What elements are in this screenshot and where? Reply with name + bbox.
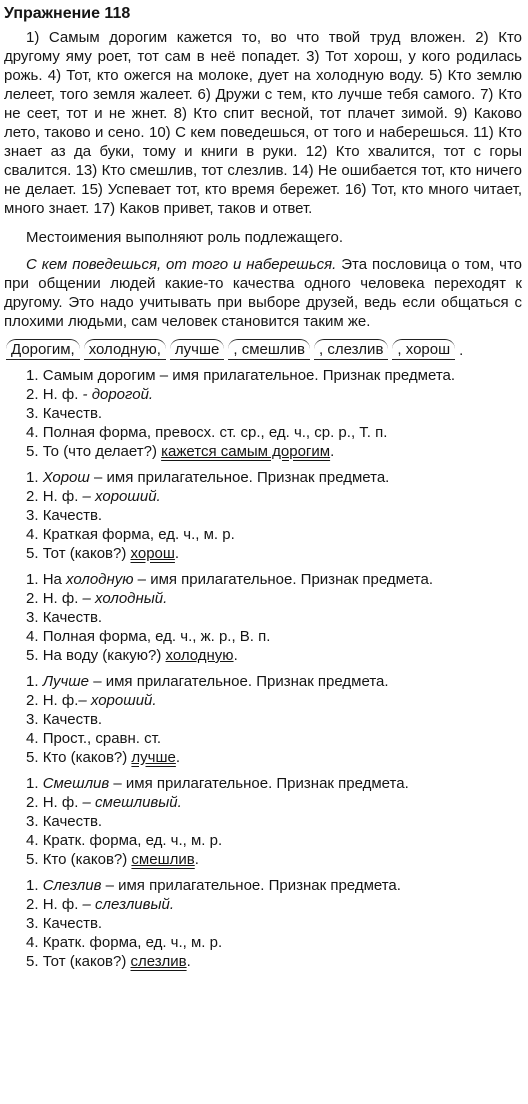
analysis-line [26, 404, 522, 423]
analysis-block [4, 468, 522, 563]
line-word: – холодный. [82, 590, 168, 607]
line-prefix: Полная форма, ед. ч., ж. р., В. п. [42, 628, 271, 645]
grammar-note: Местоимения выполняют роль подлежащего. [26, 229, 343, 246]
line-number: 4. [26, 832, 43, 849]
word-chip: лучше [170, 339, 224, 360]
line-number: 5. [26, 749, 43, 766]
line-word: хорош [130, 545, 175, 562]
word-chip: холодную, [84, 339, 166, 360]
line-word: лучше [131, 749, 176, 766]
analysis-line [26, 774, 522, 793]
analysis-block [4, 570, 522, 665]
line-number: 3. [26, 507, 43, 524]
line-prefix: Прост., сравн. ст. [42, 730, 162, 747]
exercise-heading: Упражнение 118 [4, 5, 131, 22]
line-number: 3. [26, 711, 43, 728]
proverb-paragraph [4, 255, 522, 331]
line-number: 5. [26, 443, 43, 460]
line-prefix: Качеств. [42, 507, 103, 524]
line-prefix: На воду (какую?) [42, 647, 166, 664]
analysis-line [26, 876, 522, 895]
line-prefix: Н. ф. [42, 386, 83, 403]
line-prefix: Кратк. форма, ед. ч., м. р. [42, 934, 223, 951]
word-chip: Дорогим, [6, 339, 80, 360]
analysis-block [4, 774, 522, 869]
line-number: 1. [26, 571, 43, 588]
analysis-line [26, 589, 522, 608]
line-rest: – имя прилагательное. Признак предмета. [89, 673, 389, 690]
analysis-line [26, 468, 522, 487]
line-word: Лучше [42, 673, 90, 690]
line-number: 2. [26, 692, 43, 709]
line-word: холодную [66, 571, 134, 588]
analysis-line [26, 850, 522, 869]
analysis-line [26, 544, 522, 563]
analysis-line [26, 710, 522, 729]
proverb-explanation: Эта пословица о том, что при общении людей какие-то качества одного человека переходят к другому. Это надо учитывать при выборе друзей, ведь если общаться с плохими людьми, сам человек становится таким же. [4, 256, 522, 330]
line-prefix: То (что делает?) [42, 443, 162, 460]
analysis-line [26, 793, 522, 812]
line-rest: – имя прилагательное. Признак предмета. [101, 877, 401, 894]
line-word: холодную [165, 647, 234, 664]
analysis-line [26, 672, 522, 691]
line-number: 2. [26, 590, 43, 607]
line-rest: . [194, 851, 199, 868]
line-number: 3. [26, 405, 43, 422]
analysis-line [26, 627, 522, 646]
line-number: 2. [26, 488, 43, 505]
line-number: 1. [26, 367, 43, 384]
analysis-line [26, 608, 522, 627]
analysis-line [26, 423, 522, 442]
line-rest: . [233, 647, 238, 664]
line-rest: – имя прилагательное. Признак предмета. [89, 469, 390, 486]
line-prefix: Н. ф. [42, 692, 79, 709]
analysis-line [26, 506, 522, 525]
analysis-block [4, 366, 522, 461]
line-prefix: Качеств. [42, 711, 103, 728]
analysis-line [26, 646, 522, 665]
line-number: 4. [26, 628, 43, 645]
line-number: 3. [26, 609, 43, 626]
line-word: – смешливый. [82, 794, 182, 811]
line-word: смешлив [131, 851, 195, 868]
line-word: – хороший. [78, 692, 157, 709]
line-word: слезлив [130, 953, 187, 970]
line-prefix: Н. ф. [42, 488, 83, 505]
line-number: 4. [26, 730, 43, 747]
line-prefix: Н. ф. [42, 896, 83, 913]
analysis-line [26, 729, 522, 748]
exercise-text: 1) Самым дорогим кажется то, во что твой труд вложен. 2) Кто другому яму роет, тот сам в неё попадет. 3) Тот хорош, у кого родилась рожь. 4) Тот, кто ожегся на молоке, дует на холодную воду. 5) Кто землю лелеет, того земля жалеет. 6) Дружи с тем, кто лучше тебя самого. 7) Кто не сеет, тот и не жнет. 8) Кто спит весной, тот плачет зимой. 9) Каково лето, таково и сено. 10) С кем поведешься, от того и наберешься. 11) Кто знает аз да буки, тому и книги в руки. 12) Кто хвалится, тот с горы свалится. 13) Кто смешлив, тот слезлив. 14) Не ошибается тот, кто ничего не делает. 15) Успевает тот, кто время бережет. 16) Тот, кто много читает, много знает. 17) Каков привет, таков и ответ. [4, 29, 522, 217]
analysis-block [4, 876, 522, 971]
line-number: 5. [26, 545, 43, 562]
line-word: кажется самым дорогим [161, 443, 331, 460]
line-word: – слезливый. [82, 896, 174, 913]
line-number: 4. [26, 424, 43, 441]
line-prefix: Н. ф. [42, 794, 83, 811]
line-number: 5. [26, 647, 43, 664]
line-prefix: Тот (каков?) [42, 953, 131, 970]
line-rest: . [330, 443, 335, 460]
line-prefix: Тот (каков?) [42, 545, 131, 562]
analysis-line [26, 895, 522, 914]
line-rest: – имя прилагательное. Признак предмета. [109, 775, 409, 792]
line-word: Смешлив [42, 775, 110, 792]
line-prefix: Н. ф. [42, 590, 83, 607]
line-prefix: На [42, 571, 67, 588]
line-word: Хорош [42, 469, 90, 486]
line-word: – хороший. [82, 488, 161, 505]
analysis-line [26, 525, 522, 544]
analysis-line [26, 442, 522, 461]
line-prefix: Полная форма, превосх. ст. ср., ед. ч., ср. р., Т. п. [42, 424, 388, 441]
word-chip: , хорош [392, 339, 455, 360]
line-number: 2. [26, 896, 43, 913]
line-number: 1. [26, 673, 43, 690]
line-number: 2. [26, 386, 43, 403]
line-number: 1. [26, 775, 43, 792]
line-number: 4. [26, 934, 43, 951]
analysis-line [26, 691, 522, 710]
line-number: 2. [26, 794, 43, 811]
proverb-quote: С кем поведешься, от того и наберешься. [26, 256, 337, 273]
word-chip: , смешлив [228, 339, 310, 360]
line-rest: – имя прилагательное. Признак предмета. [133, 571, 434, 588]
line-prefix: Краткая форма, ед. ч., м. р. [42, 526, 235, 543]
line-prefix: Качеств. [42, 813, 103, 830]
analysis-blocks [4, 366, 522, 971]
analysis-line [26, 570, 522, 589]
line-prefix: Кто (каков?) [42, 851, 132, 868]
line-number: 4. [26, 526, 43, 543]
analysis-line [26, 952, 522, 971]
analysis-line [26, 914, 522, 933]
line-number: 3. [26, 813, 43, 830]
line-prefix: Качеств. [42, 609, 103, 626]
line-number: 1. [26, 469, 43, 486]
line-number: 3. [26, 915, 43, 932]
line-word: Самым [42, 367, 94, 384]
analysis-line [26, 487, 522, 506]
word-breakdown-row [6, 339, 522, 360]
line-rest: . [175, 749, 181, 766]
analysis-line [26, 812, 522, 831]
analysis-line [26, 933, 522, 952]
line-number: 5. [26, 851, 43, 868]
line-number: 5. [26, 953, 43, 970]
line-rest: дорогим – имя прилагательное. Признак предмета. [93, 367, 456, 384]
line-rest: . [186, 953, 191, 970]
line-prefix: Качеств. [42, 915, 103, 932]
analysis-line [26, 385, 522, 404]
line-rest: . [174, 545, 180, 562]
line-word: - дорогой. [82, 386, 154, 403]
word-chip: , слезлив [314, 339, 388, 360]
analysis-line [26, 831, 522, 850]
word-chip: . [459, 342, 464, 359]
line-prefix: Кратк. форма, ед. ч., м. р. [42, 832, 223, 849]
analysis-block [4, 672, 522, 767]
line-word: Слезлив [42, 877, 102, 894]
line-prefix: Кто (каков?) [42, 749, 132, 766]
analysis-line [26, 748, 522, 767]
line-prefix: Качеств. [42, 405, 103, 422]
line-number: 1. [26, 877, 43, 894]
analysis-line [26, 366, 522, 385]
